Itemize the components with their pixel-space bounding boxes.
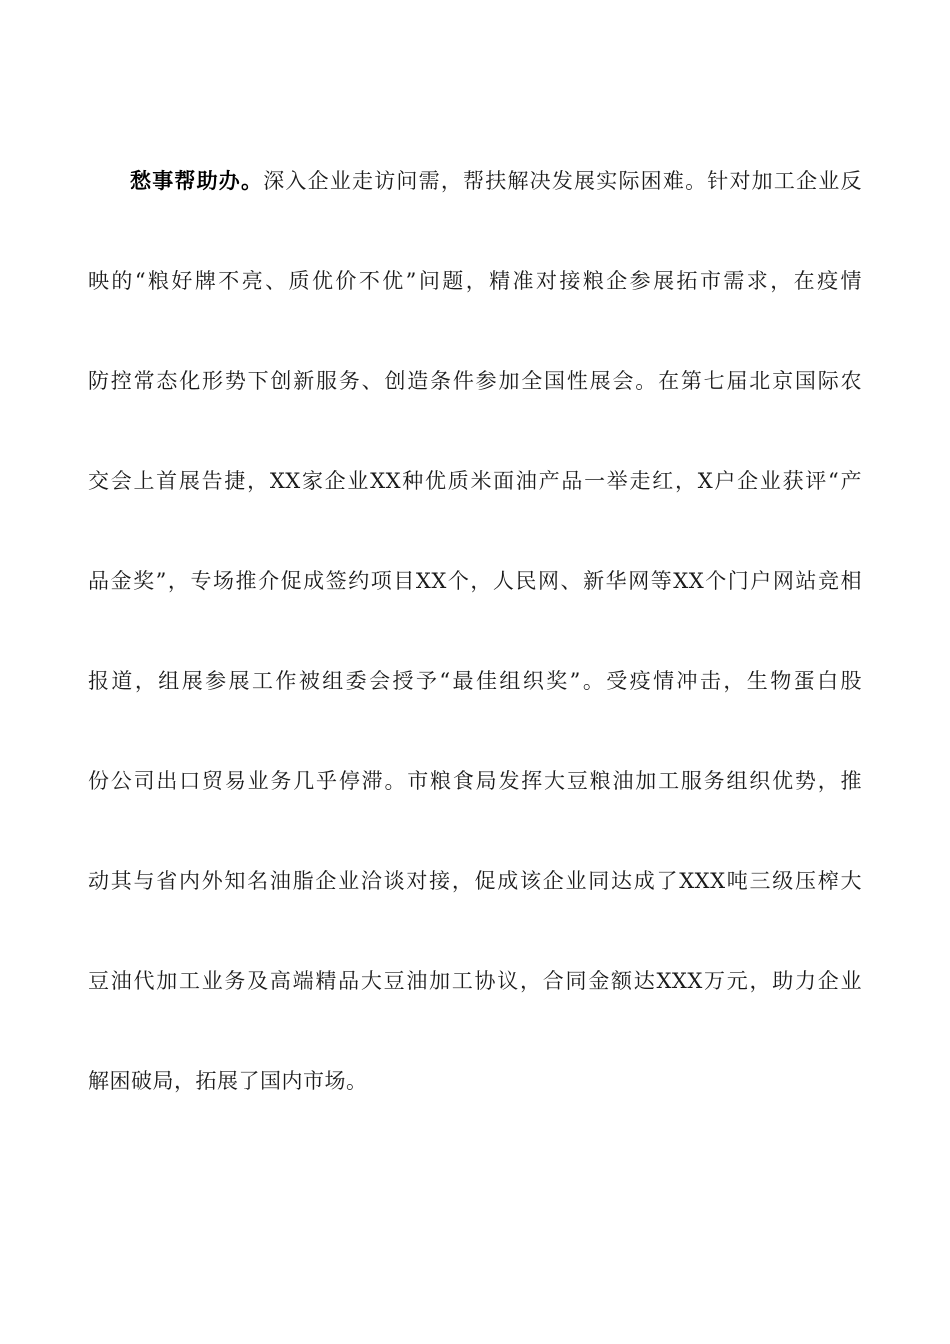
body-paragraph	[88, 131, 862, 1131]
lead-heading: 愁事帮助办。	[130, 168, 264, 193]
paragraph-line-3: 防控常态化形势下创新服务、创造条件参加全国性展会。在第七届北京国际农	[88, 369, 862, 393]
paragraph-line-6: 报道，组展参展工作被组委会授予“最佳组织奖”。受疫情冲击，生物蛋白股	[88, 669, 862, 693]
paragraph-line-9: 豆油代加工业务及高端精品大豆油加工协议，合同金额达XXX万元，助力企业	[88, 969, 862, 993]
line-text: 深入企业走访问需，帮扶解决发展实际困难。针对加工企业反	[263, 169, 862, 193]
paragraph-line-7: 份公司出口贸易业务几乎停滞。市粮食局发挥大豆粮油加工服务组织优势，推	[88, 769, 862, 793]
paragraph-line-1	[88, 131, 862, 231]
paragraph-line-5: 品金奖”，专场推介促成签约项目XX个，人民网、新华网等XX个门户网站竞相	[88, 569, 862, 593]
paragraph-line-10: 解困破局，拓展了国内市场。	[88, 1069, 368, 1093]
paragraph-line-8: 动其与省内外知名油脂企业洽谈对接，促成该企业同达成了XXX吨三级压榨大	[88, 869, 862, 893]
paragraph-line-2: 映的“粮好牌不亮、质优价不优”问题，精准对接粮企参展拓市需求，在疫情	[88, 269, 862, 293]
paragraph-line-4: 交会上首展告捷，XX家企业XX种优质米面油产品一举走红，X户企业获评“产	[88, 469, 862, 493]
